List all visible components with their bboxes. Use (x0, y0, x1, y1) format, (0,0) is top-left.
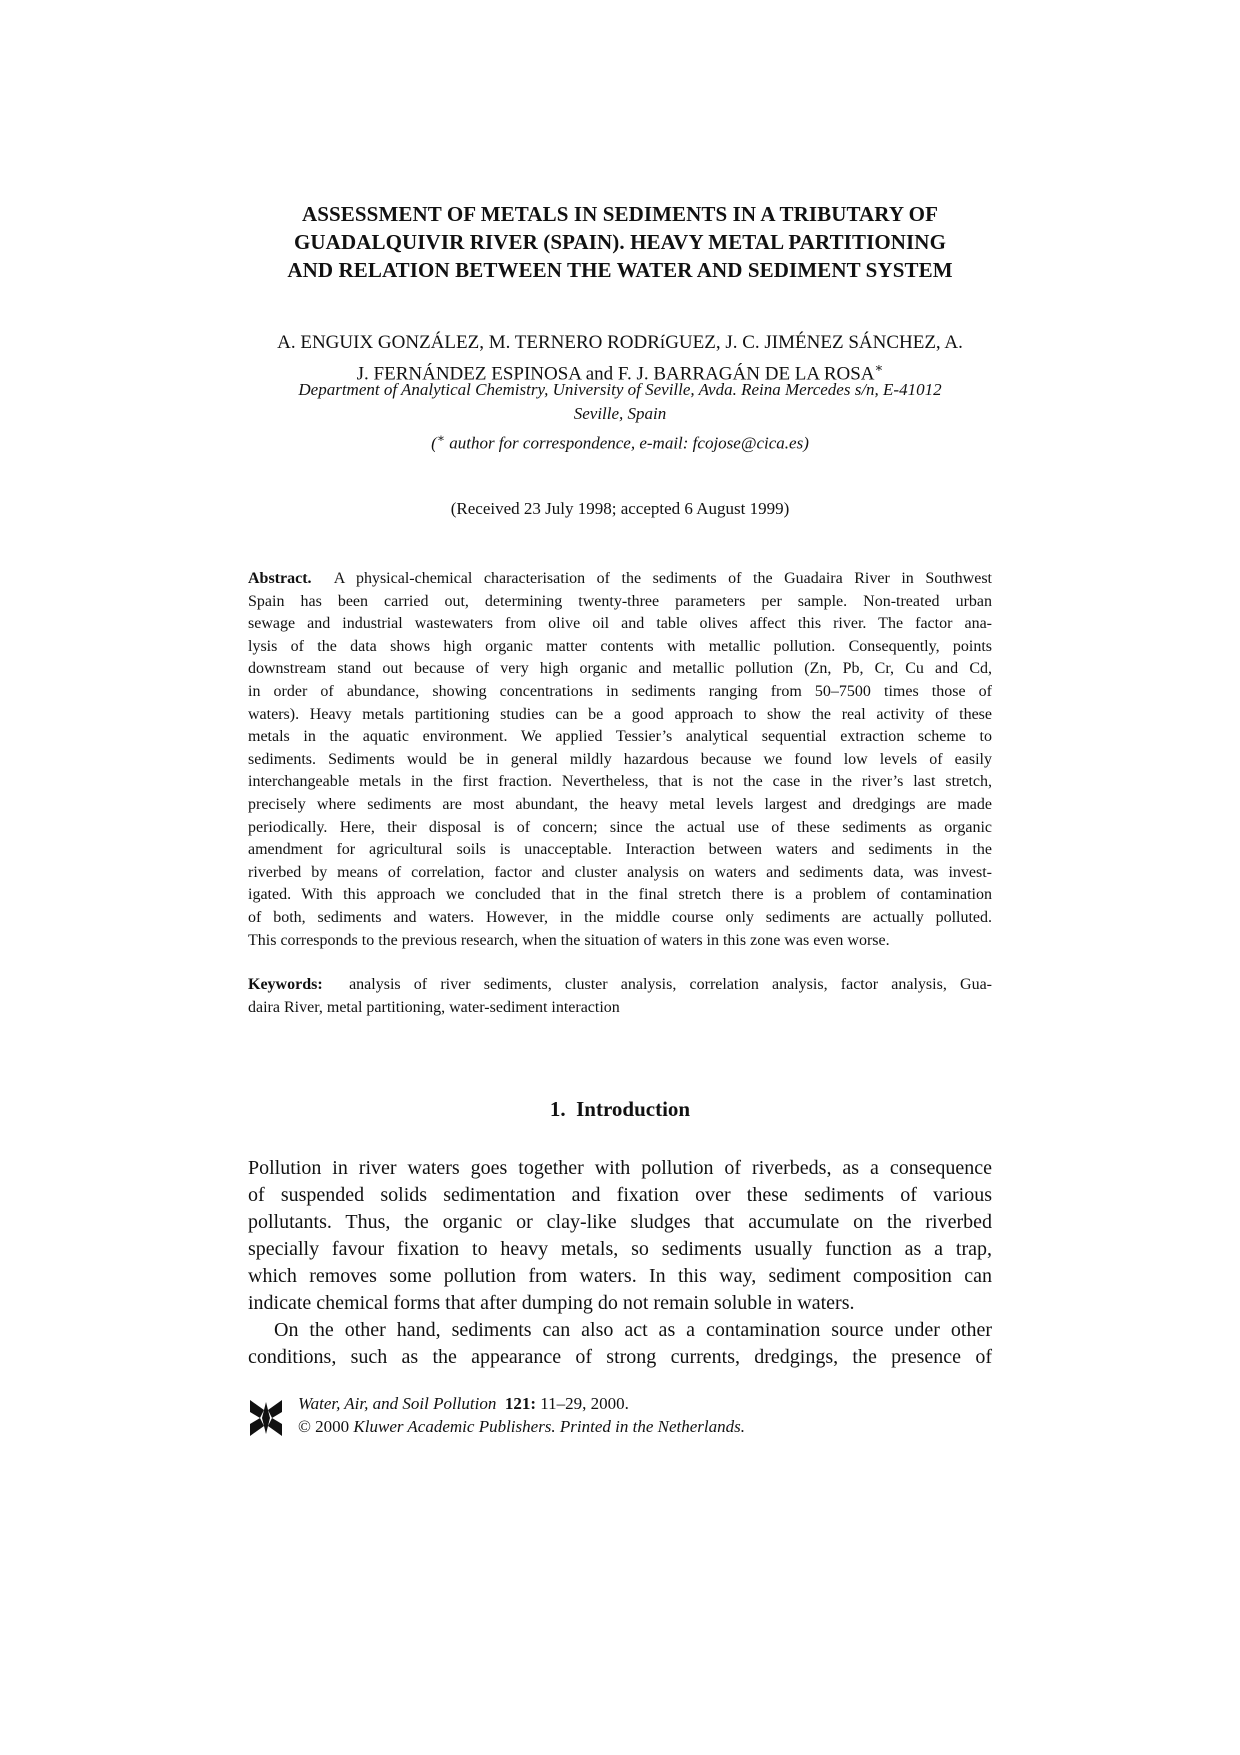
abstract-line: amendment for agricultural soils is unacceptable. Interaction between waters and sediments in the (248, 841, 992, 859)
received-dates: (Received 23 July 1998; accepted 6 August 1999) (450, 499, 790, 518)
keywords-line: daira River, metal partitioning, water-sediment interaction (248, 998, 620, 1016)
abstract-line: igated. With this approach we concluded that in the final stretch there is a problem of contamination (248, 886, 992, 904)
abstract-line: Spain has been carried out, determining twenty-three parameters per sample. Non-treated urban (248, 592, 992, 610)
abstract-line: metals in the aquatic environment. We applied Tessier’s analytical sequential extraction scheme to (248, 728, 992, 746)
abstract-line: of both, sediments and waters. However, in the middle course only sediments are actually polluted. (248, 908, 992, 926)
author-line: J. FERNÁNDEZ ESPINOSA and F. J. BARRAGÁN DE LA ROSA∗ (356, 360, 884, 385)
publisher-logo-icon (248, 1398, 284, 1438)
abstract-line: sewage and industrial wastewaters from olive oil and table olives affect this river. The factor ana- (248, 615, 992, 633)
abstract-line: lysis of the data shows high organic matter contents with metallic pollution. Consequently, points (248, 637, 992, 655)
title-line: AND RELATION BETWEEN THE WATER AND SEDIMENT SYSTEM (287, 258, 953, 282)
section-number: 1. (549, 1097, 566, 1121)
volume: 121: (504, 1394, 537, 1413)
body-line: of suspended solids sedimentation and fixation over these sediments of various (248, 1184, 992, 1206)
affiliation-line: Seville, Spain (573, 404, 667, 423)
copyright-line: © 2000 Kluwer Academic Publishers. Printed in the Netherlands. (298, 1417, 746, 1436)
title-line: ASSESSMENT OF METALS IN SEDIMENTS IN A TRIBUTARY OF (301, 202, 939, 226)
abstract-line: sediments. Sediments would be in general mildly hazardous because we found low levels of easily (248, 750, 992, 768)
body-line: Pollution in river waters goes together with pollution of riverbeds, as a consequence (248, 1157, 992, 1179)
affiliation (248, 378, 992, 456)
keywords-label: Keywords: (248, 976, 323, 993)
body-line: specially favour fixation to heavy metals, so sediments usually function as a trap, (248, 1238, 992, 1260)
body-text (248, 1155, 992, 1371)
abstract-line: waters). Heavy metals partitioning studies can be a good approach to show the real activity of these (248, 705, 992, 723)
abstract-line: This corresponds to the previous research, when the situation of waters in this zone was even worse. (248, 931, 890, 949)
body-line: which removes some pollution from waters. In this way, sediment composition can (248, 1265, 992, 1287)
correspondence-marker: ∗ (874, 360, 884, 375)
abstract-line: downstream stand out because of very high organic and metallic pollution (Zn, Pb, Cr, Cu and Cd, (248, 660, 992, 678)
body-line: pollutants. Thus, the organic or clay-like sludges that accumulate on the riverbed (248, 1211, 992, 1233)
correspondence-note: (∗ author for correspondence, e-mail: fcojose@cica.es) (431, 431, 809, 453)
keywords-line: Keywords: analysis of river sediments, cluster analysis, correlation analysis, factor analysis, Gua- (248, 976, 992, 993)
citation-line (298, 1392, 745, 1415)
pages-year: 11–29, 2000. (536, 1394, 629, 1413)
section-title: Introduction (576, 1097, 691, 1121)
abstract-line: Abstract. A physical-chemical characterisation of the sediments of the Guadaira River in Southwest (248, 570, 992, 587)
abstract-line: riverbed by means of correlation, factor and cluster analysis on waters and sediments data, was invest- (248, 863, 992, 881)
abstract-line: periodically. Here, their disposal is of concern; since the actual use of these sediments as organic (248, 818, 992, 836)
body-line: indicate chemical forms that after dumping do not remain soluble in waters. (248, 1292, 855, 1314)
journal-name: Water, Air, and Soil Pollution (298, 1394, 497, 1413)
journal-footer (248, 1392, 992, 1442)
affiliation-line: Department of Analytical Chemistry, University of Seville, Avda. Reina Mercedes s/n, E-41012 (298, 380, 942, 399)
abstract-line: in order of abundance, showing concentrations in sediments ranging from 50–7500 times those of (248, 682, 992, 700)
body-line: conditions, such as the appearance of strong currents, dredgings, the presence of (248, 1346, 992, 1368)
title-line: GUADALQUIVIR RIVER (SPAIN). HEAVY METAL PARTITIONING (293, 230, 947, 254)
body-line: On the other hand, sediments can also act as a contamination source under other (274, 1319, 992, 1341)
abstract-line: precisely where sediments are most abundant, the heavy metal levels largest and dredgings are made (248, 795, 992, 813)
keywords (248, 974, 992, 1019)
abstract (248, 568, 992, 952)
publisher-name: Kluwer Academic Publishers. Printed in the Netherlands. (353, 1417, 746, 1436)
footer-text (298, 1392, 745, 1438)
author-line: A. ENGUIX GONZÁLEZ, M. TERNERO RODRíGUEZ, J. C. JIMÉNEZ SÁNCHEZ, A. (277, 332, 963, 353)
section-heading (248, 1095, 992, 1123)
abstract-line: interchangeable metals in the first fraction. Nevertheless, that is not the case in the river’s last stretch, (248, 773, 992, 791)
paper-title (248, 200, 992, 284)
abstract-label: Abstract. (248, 570, 312, 587)
